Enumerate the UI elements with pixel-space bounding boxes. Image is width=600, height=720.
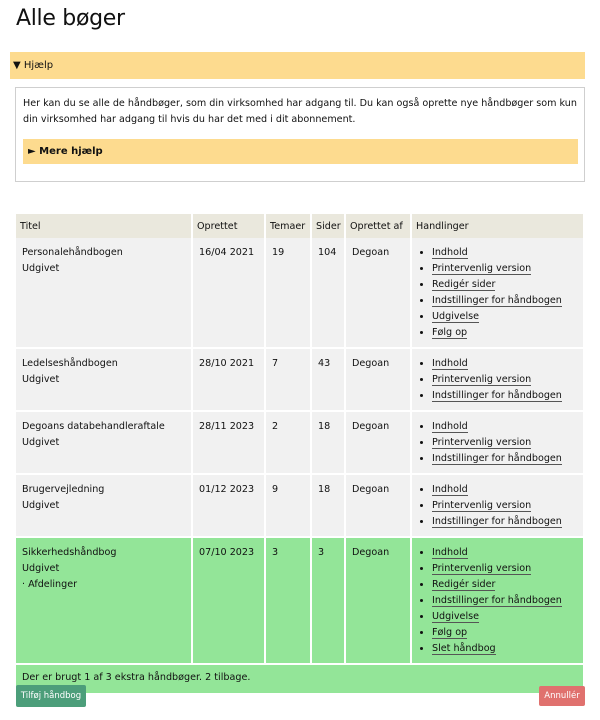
cell-pages: 18: [311, 411, 345, 474]
cell-created: 28/11 2023: [192, 411, 265, 474]
action-link[interactable]: Indstillinger for håndbogen: [432, 390, 562, 401]
cell-themes: 19: [265, 238, 311, 348]
action-link[interactable]: Udgivelse: [432, 611, 480, 622]
book-title: Degoans databehandleraftale: [22, 421, 165, 432]
action-item: [432, 293, 579, 309]
action-item: [432, 261, 579, 277]
action-link[interactable]: Indstillinger for håndbogen: [432, 295, 562, 306]
header-author: Oprettet af: [345, 214, 411, 238]
actions-list: [418, 482, 579, 530]
action-link[interactable]: Printervenlig version: [432, 374, 532, 385]
book-title: Sikkerhedshåndbog: [22, 547, 117, 558]
cell-actions: [411, 238, 583, 348]
action-link[interactable]: Udgivelse: [432, 311, 480, 322]
more-help-toggle[interactable]: ► Mere hjælp: [23, 139, 578, 164]
table-row: [16, 348, 583, 411]
action-link[interactable]: Indhold: [432, 547, 468, 558]
action-item: [432, 625, 579, 641]
actions-list: [418, 356, 579, 404]
action-item: [432, 309, 579, 325]
usage-summary: Der er brugt 1 af 3 ekstra håndbøger. 2 tilbage.: [16, 664, 583, 694]
action-link[interactable]: Indstillinger for håndbogen: [432, 453, 562, 464]
action-link[interactable]: Redigér sider: [432, 279, 496, 290]
cell-themes: 7: [265, 348, 311, 411]
book-title: Personalehåndbogen: [22, 247, 123, 258]
action-link[interactable]: Printervenlig version: [432, 263, 532, 274]
cell-author: Degoan: [345, 411, 411, 474]
page-title: Alle bøger: [16, 6, 125, 31]
table-row: [16, 238, 583, 348]
book-status: Udgivet: [22, 263, 60, 274]
cell-created: 07/10 2023: [192, 537, 265, 664]
cell-pages: 43: [311, 348, 345, 411]
cell-author: Degoan: [345, 238, 411, 348]
cell-actions: [411, 474, 583, 537]
action-item: [432, 277, 579, 293]
action-link[interactable]: Indhold: [432, 358, 468, 369]
cell-actions: [411, 411, 583, 474]
book-title: Brugervejledning: [22, 484, 105, 495]
action-item: [432, 372, 579, 388]
cell-themes: 9: [265, 474, 311, 537]
action-item: [432, 514, 579, 530]
book-status: Udgivet: [22, 500, 60, 511]
action-link[interactable]: Følg op: [432, 627, 468, 638]
help-toggle[interactable]: ▼ Hjælp: [10, 52, 585, 79]
cell-pages: 3: [311, 537, 345, 664]
table-header-row: [16, 214, 583, 238]
action-link[interactable]: Indhold: [432, 484, 468, 495]
action-item: [432, 245, 579, 261]
action-link[interactable]: Indstillinger for håndbogen: [432, 595, 562, 606]
header-pages: Sider: [311, 214, 345, 238]
book-status: Udgivet: [22, 563, 60, 574]
header-themes: Temaer: [265, 214, 311, 238]
action-item: [432, 498, 579, 514]
header-actions: Handlinger: [411, 214, 583, 238]
action-item: [432, 388, 579, 404]
action-link[interactable]: Indhold: [432, 247, 468, 258]
action-item: [432, 435, 579, 451]
cell-themes: 3: [265, 537, 311, 664]
table-row: [16, 474, 583, 537]
action-item: [432, 561, 579, 577]
action-link[interactable]: Printervenlig version: [432, 437, 532, 448]
header-created: Oprettet: [192, 214, 265, 238]
actions-list: [418, 545, 579, 657]
cell-actions: [411, 348, 583, 411]
action-item: [432, 419, 579, 435]
cell-title: [16, 238, 192, 348]
book-department: · Afdelinger: [22, 579, 78, 590]
action-link[interactable]: Redigér sider: [432, 579, 496, 590]
cell-created: 16/04 2021: [192, 238, 265, 348]
cell-title: [16, 348, 192, 411]
book-status: Udgivet: [22, 437, 60, 448]
action-link[interactable]: Printervenlig version: [432, 500, 532, 511]
action-item: [432, 451, 579, 467]
cell-author: Degoan: [345, 474, 411, 537]
cell-author: Degoan: [345, 537, 411, 664]
help-panel: [15, 87, 585, 182]
header-title: Titel: [16, 214, 192, 238]
action-item: [432, 545, 579, 561]
table-row-highlighted: [16, 537, 583, 664]
help-text: Her kan du se alle de håndbøger, som din virksomhed har adgang til. Du kan også oprette nye håndbøger som kun din virksomhed har adgang til hvis du har det med i dit abonnement.: [23, 98, 577, 125]
action-link[interactable]: Indhold: [432, 421, 468, 432]
action-link[interactable]: Slet håndbog: [432, 643, 496, 654]
cell-created: 01/12 2023: [192, 474, 265, 537]
cell-created: 28/10 2021: [192, 348, 265, 411]
table-row: [16, 411, 583, 474]
add-handbook-button[interactable]: Tilføj håndbog: [16, 685, 86, 707]
action-item: [432, 482, 579, 498]
action-item: [432, 641, 579, 657]
cell-title: [16, 411, 192, 474]
cell-pages: 104: [311, 238, 345, 348]
cell-title: [16, 537, 192, 664]
action-link[interactable]: Følg op: [432, 327, 468, 338]
action-item: [432, 609, 579, 625]
summary-row: [16, 664, 583, 694]
cell-title: [16, 474, 192, 537]
cell-actions: [411, 537, 583, 664]
book-title: Ledelseshåndbogen: [22, 358, 118, 369]
action-item: [432, 577, 579, 593]
actions-list: [418, 419, 579, 467]
cell-themes: 2: [265, 411, 311, 474]
cell-pages: 18: [311, 474, 345, 537]
books-table: [16, 214, 583, 695]
book-status: Udgivet: [22, 374, 60, 385]
cancel-button[interactable]: Annullér: [539, 686, 585, 706]
action-item: [432, 593, 579, 609]
action-item: [432, 325, 579, 341]
action-link[interactable]: Indstillinger for håndbogen: [432, 516, 562, 527]
action-item: [432, 356, 579, 372]
action-link[interactable]: Printervenlig version: [432, 563, 532, 574]
cell-author: Degoan: [345, 348, 411, 411]
actions-list: [418, 245, 579, 341]
